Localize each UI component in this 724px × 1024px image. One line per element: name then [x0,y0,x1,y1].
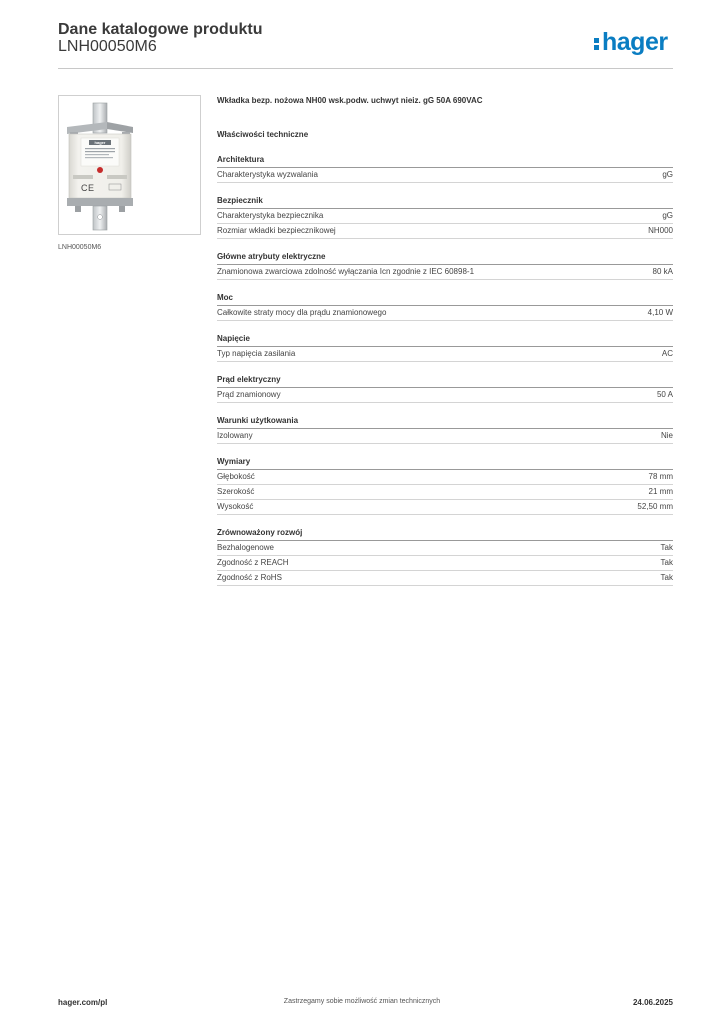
spec-value: 80 kA [652,267,673,276]
logo-dots-icon [594,35,601,51]
spec-row [217,224,673,239]
spec-group [217,528,673,586]
spec-label: Zgodność z RoHS [217,573,282,582]
page-title: Dane katalogowe produktu [58,21,263,38]
spec-label: Izolowany [217,431,253,440]
spec-row [217,347,673,362]
spec-row [217,500,673,515]
spec-row [217,168,673,183]
spec-label: Prąd znamionowy [217,390,281,399]
spec-group-title: Bezpiecznik [217,196,673,209]
spec-group [217,334,673,362]
spec-value: NH000 [648,226,673,235]
spec-groups [217,155,673,586]
spec-value: 52,50 mm [637,502,673,511]
spec-section [217,96,673,586]
label-brand-text: hager [94,140,106,145]
footer-date: 24.06.2025 [632,998,673,1007]
spec-group-title: Wymiary [217,457,673,470]
spec-row [217,556,673,571]
spec-label: Zgodność z REACH [217,558,289,567]
spec-row [217,265,673,280]
header-divider [58,68,673,69]
product-description: Wkładka bezp. nożowa NH00 wsk.podw. uchwyt nieiz. gG 50A 690VAC [217,96,483,105]
spec-group [217,196,673,239]
spec-value: Nie [660,431,673,440]
section-heading: Właściwości techniczne [217,130,309,139]
spec-value: Tak [660,558,673,567]
spec-group [217,155,673,183]
spec-group-title: Główne atrybuty elektryczne [217,252,673,265]
spec-label: Charakterystyka wyzwalania [217,170,318,179]
spec-value: Tak [660,543,673,552]
spec-label: Typ napięcia zasilania [217,349,296,358]
spec-row [217,485,673,500]
spec-label: Bezhalogenowe [217,543,274,552]
spec-group [217,457,673,515]
spec-value: gG [662,170,673,179]
spec-row [217,429,673,444]
spec-label: Szerokość [217,487,255,496]
spec-value: 78 mm [648,472,673,481]
spec-row [217,306,673,321]
footer-disclaimer: Zastrzegamy sobie możliwość zmian technicznych [283,998,441,1005]
spec-row [217,470,673,485]
spec-value: 4,10 W [647,308,673,317]
spec-label: Głębokość [217,472,255,481]
spec-row [217,541,673,556]
spec-group-title: Prąd elektryczny [217,375,673,388]
spec-label: Znamionowa zwarciowa zdolność wyłączania Icn zgodnie z IEC 60898-1 [217,267,475,276]
spec-label: Całkowite straty mocy dla prądu znamionowego [217,308,387,317]
spec-label: Charakterystyka bezpiecznika [217,211,324,220]
spec-value: AC [661,349,673,358]
spec-label: Wysokość [217,502,254,511]
spec-group-title: Napięcie [217,334,673,347]
spec-row [217,571,673,586]
product-image [58,95,201,235]
spec-group-title: Zrównoważony rozwój [217,528,673,541]
spec-group [217,375,673,403]
spec-row [217,388,673,403]
spec-value: 50 A [656,390,673,399]
spec-value: gG [662,211,673,220]
logo-text: hager [602,28,668,56]
spec-label: Rozmiar wkładki bezpiecznikowej [217,226,336,235]
spec-group-title: Architektura [217,155,673,168]
hager-logo [594,27,668,57]
fuse-illustration-icon [59,96,200,234]
image-caption: LNH00050M6 [58,244,102,251]
product-code: LNH00050M6 [58,38,157,55]
svg-text:C: C [81,183,88,193]
spec-group [217,416,673,444]
spec-value: 21 mm [648,487,673,496]
spec-group [217,293,673,321]
footer-website: hager.com/pl [58,998,108,1007]
spec-group-title: Moc [217,293,673,306]
spec-value: Tak [660,573,673,582]
spec-row [217,209,673,224]
spec-group-title: Warunki użytkowania [217,416,673,429]
spec-group [217,252,673,280]
svg-text:E: E [88,183,95,193]
